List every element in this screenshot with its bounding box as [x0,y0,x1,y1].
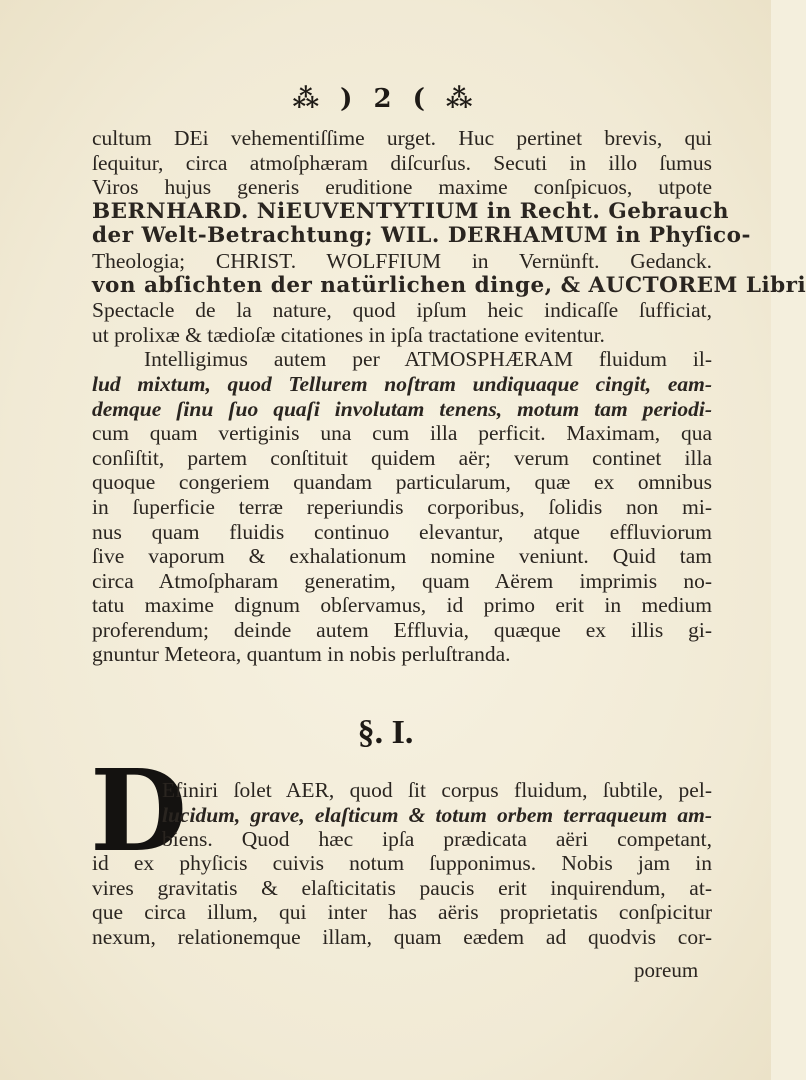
text-line: id ex phyſicis cuivis notum ſupponimus. Nobis jam in [92,851,712,875]
text-line: vires gravitatis & elaſticitatis paucis erit inquirendum, at- [92,875,712,900]
text-line: nexum, relationemque illam, quam eædem ad quodvis cor- [92,924,712,949]
text-line: nus quam fluidis continuo elevantur, atque effluviorum [92,519,712,544]
text-line: lucidum, grave, elaſticum & totum orbem terraqueum am- [162,802,712,827]
intro-paragraph [92,126,806,667]
drop-cap: D [90,746,188,877]
text-line: Viros hujus generis eruditione maxime conſpicuos, utpote [92,175,712,200]
text-line: der Welt-Betrachtung; WIL. DERHAMUM in Phyſico- [92,223,751,249]
text-line: in ſuperficie terræ reperiundis corporibus, ſolidis non mi- [92,494,712,519]
text-line: proferendum; deinde autem Effluvia, quæque ex illis gi- [92,617,712,642]
text-line: circa Atmoſpharam generatim, quam Aërem imprimis no- [92,568,712,593]
text-line: Spectacle de la nature, quod ipſum heic indicaſſe ſufficiat, [92,298,712,323]
continuation-paragraph [92,851,712,949]
text-line: lud mixtum, quod Tellurem noſtram undiquaque cingit, eam- [92,371,712,396]
text-line: tatu maxime dignum obſervamus, id primo erit in medium [92,593,712,618]
text-line: gnuntur Meteora, quantum in nobis perluſtranda. [92,642,511,667]
text-line: von abſichten der natürlichen dinge, & AUCTOREM Libri [92,272,806,298]
text-line: conſiſtit, partem conſtituit quidem aër; verum continet illa [92,445,712,470]
catchword: poreum [634,958,699,982]
text-line: ſequitur, circa atmoſphæram diſcurſus. Secuti in illo ſumus [92,150,712,175]
text-line: biens. Quod hæc ipſa prædicata aëri competant, [162,827,712,852]
text-line: que circa illum, qui inter has aëris proprietatis conſpicitur [92,900,712,925]
text-line: cum quam vertiginis una cum illa perficit. Maximam, qua [92,421,712,446]
text-line: ſive vaporum & exhalationum nomine veniunt. Quid tam [92,544,712,569]
text-line: demque ſinu ſuo quaſi involutam tenens, motum tam periodi- [92,396,712,421]
text-line: ut prolixæ & tædioſæ citationes in ipſa tractatione evitentur. [92,322,605,347]
text-line: quoque congeriem quandam particularum, quæ ex omnibus [92,470,712,495]
text-line: Theologia; CHRIST. WOLFFIUM in Vernünft. Gedanck. [92,248,712,273]
text-line: cultum DEi vehementiſſime urget. Huc pertinet brevis, qui [92,126,712,150]
text-line: Intelligimus autem per ATMOSPHÆRAM fluidum il- [144,347,712,372]
definition-paragraph [162,778,712,852]
text-line: BERNHARD. NiEUVENTYTIUM in Recht. Gebrauch [92,198,730,224]
page-header: ⁂ ) 2 ( ⁂ [292,84,479,114]
section-heading: §. I. [357,714,414,751]
text-line: Efiniri ſolet AER, quod ſit corpus fluidum, ſubtile, pel- [162,778,712,802]
